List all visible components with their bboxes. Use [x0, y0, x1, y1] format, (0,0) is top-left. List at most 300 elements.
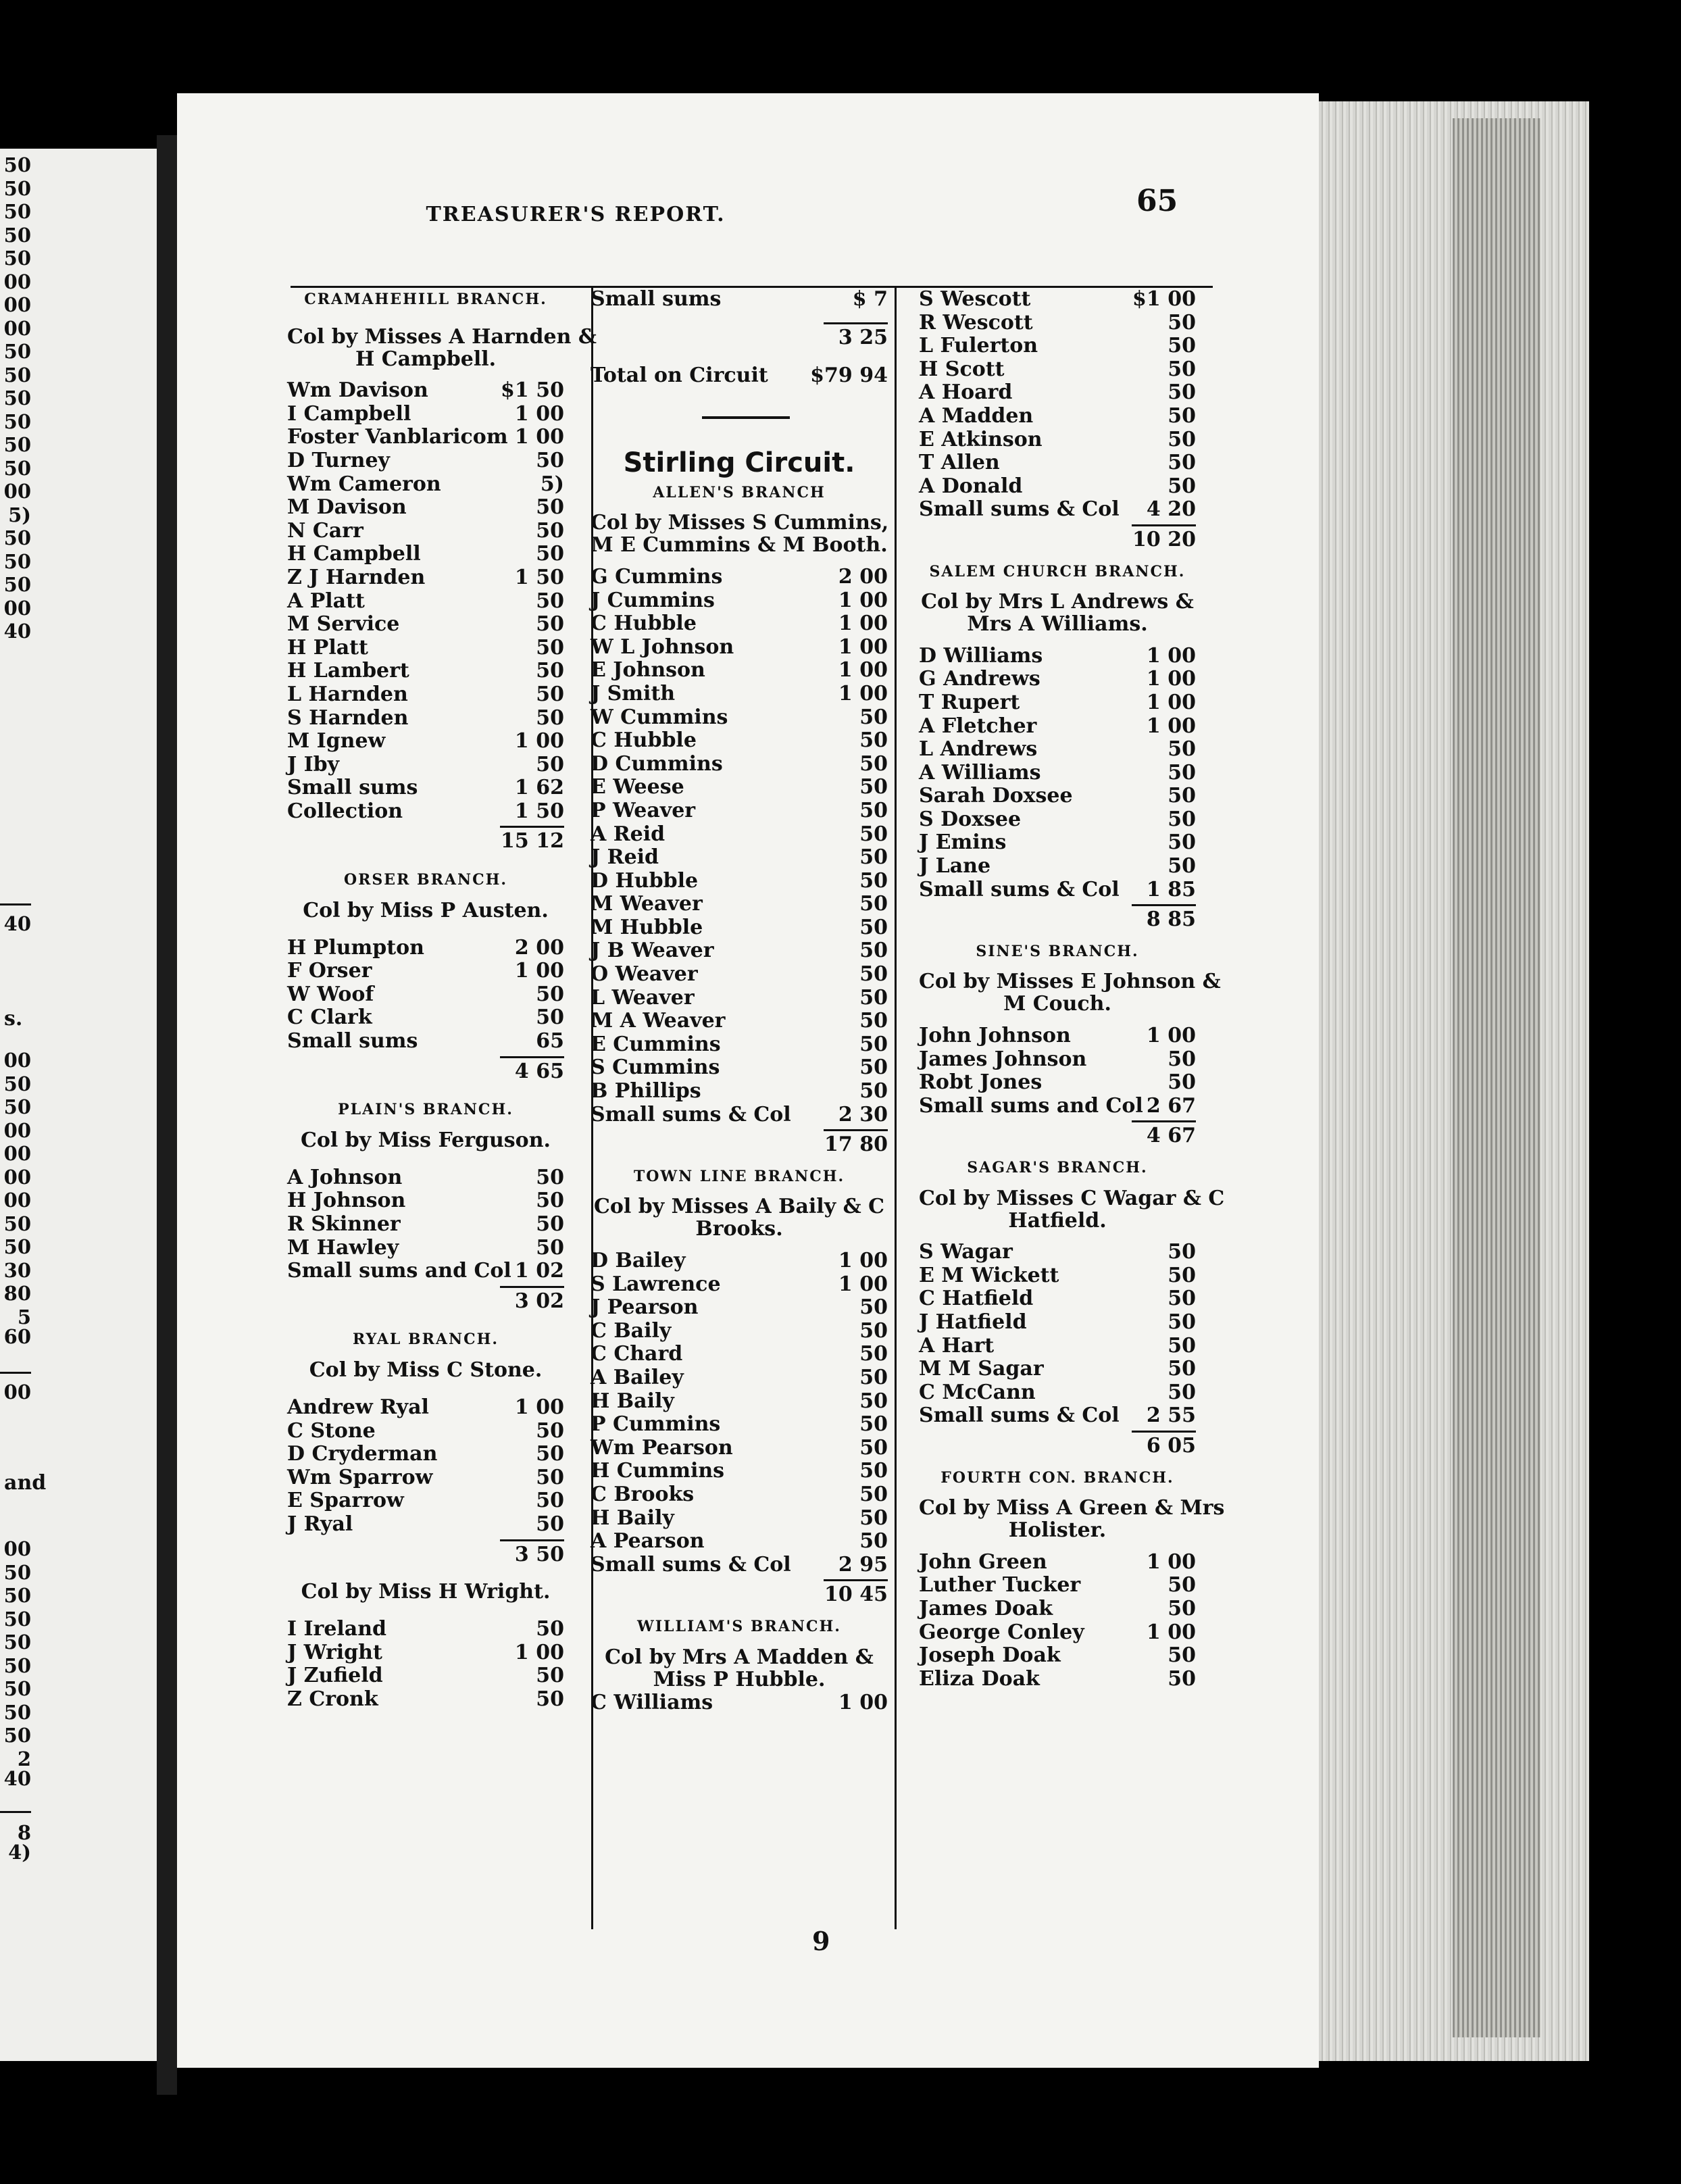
subtotal-row	[287, 1290, 564, 1314]
amount: 1 00	[838, 1691, 888, 1715]
donor-name: C McCann	[919, 1380, 1036, 1404]
cropped-amount: 50	[3, 549, 31, 573]
donor-row	[919, 451, 1196, 475]
donor-name: S Wagar	[919, 1240, 1013, 1264]
amount: 1 00	[838, 588, 888, 612]
cropped-amount: 00	[3, 316, 31, 340]
donor-row	[591, 916, 888, 940]
spacer	[919, 1148, 1196, 1156]
cropped-amount: 50	[3, 1560, 31, 1584]
label-text: Col by Misses E Johnson &	[919, 970, 1221, 994]
donor-row	[919, 808, 1196, 832]
donor-name: Andrew Ryal	[287, 1395, 429, 1419]
donor-name: M Ignew	[287, 729, 386, 753]
amount: 50	[1168, 854, 1196, 878]
donor-row	[591, 364, 888, 388]
donor-row	[287, 1641, 564, 1665]
label-text: SALEM CHURCH BRANCH.	[929, 562, 1186, 580]
subtotal-row	[591, 1133, 888, 1157]
amount: 1 00	[1146, 1620, 1196, 1644]
donor-row	[287, 683, 564, 707]
cropped-amount: 00	[3, 1189, 31, 1212]
cropped-amount: 00	[3, 1118, 31, 1142]
donor-row	[919, 1311, 1196, 1335]
amount: 1 00	[514, 425, 564, 449]
donor-name: C Baily	[591, 1318, 672, 1343]
donor-row	[287, 613, 564, 637]
donor-row	[919, 785, 1196, 808]
amount: 50	[859, 1032, 888, 1056]
donor-name: John Green	[919, 1549, 1047, 1574]
donor-row	[591, 1460, 888, 1483]
amount: 50	[859, 985, 888, 1010]
donor-name: H Cummins	[591, 1459, 725, 1483]
collector-line	[591, 1647, 888, 1668]
branch-heading	[919, 940, 1196, 964]
donor-row	[591, 893, 888, 916]
donor-name: J Wright	[287, 1640, 382, 1664]
donor-name: A Reid	[591, 822, 666, 846]
amount: 15 12	[501, 829, 564, 853]
donor-name: M Service	[287, 612, 400, 637]
label-text: Col by Miss C Stone.	[309, 1358, 543, 1382]
donor-name: J Lane	[919, 854, 991, 878]
running-head: TREASURER'S REPORT.	[426, 203, 726, 226]
amount: 50	[536, 612, 564, 637]
collector-line	[287, 1581, 564, 1603]
donor-name: W Woof	[287, 982, 374, 1006]
cropped-amount: 00	[3, 1049, 31, 1072]
spacer	[287, 1566, 564, 1581]
cropped-amount: 50	[3, 223, 31, 247]
donor-row	[287, 1443, 564, 1466]
amount: 2 00	[838, 564, 888, 589]
amount: 50	[536, 752, 564, 776]
label-text: Col by Miss Ferguson.	[301, 1128, 551, 1152]
cropped-amount: 50	[3, 387, 31, 410]
donor-row	[591, 1320, 888, 1343]
amount: 50	[536, 982, 564, 1006]
donor-row	[287, 1688, 564, 1712]
amount: 10 20	[1132, 527, 1196, 551]
donor-row	[287, 800, 564, 824]
amount: 50	[536, 1235, 564, 1260]
donor-row	[919, 668, 1196, 691]
donor-row	[591, 1530, 888, 1554]
subtotal-row	[919, 908, 1196, 932]
donor-name: Wm Pearson	[591, 1435, 733, 1460]
amount: 1 00	[1146, 1024, 1196, 1048]
page-number: 65	[1136, 184, 1178, 218]
amount: 50	[536, 518, 564, 543]
page	[177, 93, 1319, 2068]
donor-name: E Johnson	[591, 658, 705, 682]
spacer	[287, 312, 564, 326]
donor-name: A Platt	[287, 589, 365, 613]
donor-name: S Wescott	[919, 287, 1031, 311]
label-text: Col by Misses S Cummins,	[591, 511, 889, 535]
donor-name: Small sums & Col	[919, 497, 1120, 522]
amount: 3 25	[838, 325, 888, 349]
donor-row	[591, 706, 888, 730]
spacer	[919, 932, 1196, 940]
column-2	[591, 288, 888, 1715]
donor-name: Small sums	[287, 776, 418, 800]
amount: 50	[536, 1418, 564, 1443]
donor-row	[287, 566, 564, 590]
amount: 4 65	[514, 1059, 564, 1083]
donor-name: Small sums	[287, 1029, 418, 1053]
donor-row	[591, 1080, 888, 1103]
cropped-amount: 00	[3, 596, 31, 620]
donor-name: L Fulerton	[919, 334, 1038, 358]
donor-row	[919, 1597, 1196, 1621]
spacer	[591, 430, 888, 445]
donor-name: G Andrews	[919, 667, 1040, 691]
donor-row	[591, 753, 888, 776]
amount: 50	[1168, 1240, 1196, 1264]
donor-row	[919, 1241, 1196, 1264]
amount: 50	[859, 1295, 888, 1320]
amount: 50	[859, 1342, 888, 1366]
donor-row	[919, 691, 1196, 715]
donor-name: P Cummins	[591, 1412, 721, 1437]
spacer	[287, 1603, 564, 1618]
donor-name: J Pearson	[591, 1295, 699, 1320]
amount: 50	[536, 1489, 564, 1513]
amount: 50	[1168, 357, 1196, 381]
donor-row	[919, 645, 1196, 668]
donor-name: B Phillips	[591, 1079, 701, 1103]
cropped-amount: 50	[3, 1677, 31, 1700]
amount: 50	[859, 1056, 888, 1080]
amount: 50	[859, 1009, 888, 1033]
donor-name: M Hubble	[591, 915, 703, 939]
collector-line	[919, 1186, 1225, 1210]
donor-name: George Conley	[919, 1620, 1084, 1644]
donor-row	[287, 960, 564, 983]
amount: 2 67	[1146, 1093, 1196, 1118]
amount: 1 00	[1146, 667, 1196, 691]
amount: 50	[859, 1506, 888, 1530]
donor-row	[919, 334, 1196, 358]
donor-name: M Davison	[287, 495, 407, 520]
spacer	[287, 1151, 564, 1166]
collector-line	[919, 1519, 1196, 1543]
donor-name: H Johnson	[287, 1189, 406, 1213]
amount: 3 02	[514, 1289, 564, 1313]
subtotal-row	[287, 830, 564, 853]
amount: 8 85	[1146, 908, 1196, 932]
cropped-amount: 50	[3, 1700, 31, 1724]
donor-row	[919, 1095, 1196, 1118]
spacer	[919, 1543, 1196, 1551]
donor-row	[591, 1033, 888, 1057]
amount: 50	[1168, 760, 1196, 785]
donor-row	[591, 1691, 888, 1715]
donor-row	[919, 1358, 1196, 1381]
donor-name: S Lawrence	[591, 1272, 721, 1296]
cropped-rule	[0, 1811, 31, 1813]
cropped-amount: 5)	[8, 503, 31, 526]
collector-line	[287, 324, 597, 349]
donor-name: J Cummins	[591, 588, 715, 612]
cropped-amount: 50	[3, 176, 31, 200]
amount: 2 00	[514, 935, 564, 960]
donor-name: N Carr	[287, 518, 363, 543]
amount: 50	[1168, 807, 1196, 831]
amount: 50	[859, 1412, 888, 1437]
amount: 50	[859, 915, 888, 939]
donor-row	[919, 498, 1196, 522]
subtotal-row	[287, 1060, 564, 1084]
spacer	[591, 388, 888, 403]
donor-name: Collection	[287, 799, 403, 823]
cropped-amount: 50	[3, 410, 31, 433]
donor-name: Small sums and Col	[919, 1093, 1143, 1118]
donor-row	[919, 878, 1196, 902]
amount: $1 00	[1132, 287, 1196, 311]
donor-name: W L Johnson	[591, 635, 734, 659]
donor-name: Eliza Doak	[919, 1666, 1040, 1691]
amount: 50	[859, 1079, 888, 1103]
collector-line	[591, 1196, 888, 1218]
amount: 50	[536, 1617, 564, 1641]
donor-row	[591, 589, 888, 613]
donor-row	[287, 1664, 564, 1688]
donor-row	[591, 1056, 888, 1080]
amount: 50	[859, 868, 888, 893]
branch-heading	[919, 1466, 1196, 1490]
column-divider	[895, 287, 897, 1929]
page-edges-shadow	[1453, 118, 1540, 2037]
amount: 50	[536, 1687, 564, 1711]
donor-name: Foster Vanblaricom	[287, 425, 508, 449]
donor-row	[919, 475, 1196, 499]
amount: 50	[859, 1318, 888, 1343]
amount: 4 20	[1146, 497, 1196, 522]
donor-row	[591, 1366, 888, 1390]
cropped-amount: 50	[3, 573, 31, 596]
donor-name: D Cryderman	[287, 1442, 438, 1466]
amount: 50	[536, 682, 564, 706]
subtotal-row	[591, 1583, 888, 1607]
donor-name: J Emins	[919, 830, 1007, 855]
donor-row	[591, 1483, 888, 1507]
donor-name: A Donald	[919, 474, 1023, 498]
donor-name: A Bailey	[591, 1365, 684, 1389]
spacer	[919, 552, 1196, 560]
amount: 50	[536, 542, 564, 566]
donor-name: A Hart	[919, 1333, 995, 1358]
amount: 50	[859, 775, 888, 799]
collector-line	[591, 1218, 888, 1241]
donor-row	[287, 403, 564, 426]
donor-row	[287, 1489, 564, 1513]
amount: 50	[1168, 1263, 1196, 1287]
amount: 1 00	[838, 681, 888, 705]
subtotal-row	[919, 1435, 1196, 1458]
label-text: PLAIN'S BRANCH.	[338, 1101, 513, 1119]
cropped-amount: 00	[3, 293, 31, 316]
cropped-amount: 50	[3, 1212, 31, 1235]
section-rule	[591, 403, 888, 430]
donor-name: E Cummins	[591, 1032, 721, 1056]
donor-row	[287, 1466, 564, 1490]
branch-heading	[591, 1165, 888, 1189]
cropped-amount: 50	[3, 1724, 31, 1747]
amount: 50	[1168, 380, 1196, 405]
donor-name: A Pearson	[591, 1529, 705, 1554]
donor-row	[287, 449, 564, 473]
subtotal-row	[919, 528, 1196, 552]
donor-row	[919, 1048, 1196, 1072]
cropped-text: and	[4, 1471, 47, 1495]
donor-name: C Hatfield	[919, 1287, 1034, 1311]
donor-row	[287, 1420, 564, 1443]
amount: 1 00	[514, 729, 564, 753]
donor-row	[919, 1621, 1196, 1645]
amount: $ 7	[852, 287, 888, 311]
donor-row	[287, 1237, 564, 1260]
donor-name: D Bailey	[591, 1249, 686, 1272]
donor-row	[591, 1273, 888, 1297]
amount: 50	[859, 751, 888, 776]
donor-row	[591, 870, 888, 893]
cropped-amount: 50	[3, 1095, 31, 1118]
donor-row	[591, 729, 888, 753]
collector-line	[919, 591, 1196, 613]
donor-name: J Reid	[591, 845, 659, 870]
amount: 50	[536, 1664, 564, 1688]
donor-row	[287, 660, 564, 683]
donor-name: Wm Cameron	[287, 472, 441, 496]
donor-name: W Cummins	[591, 705, 728, 729]
amount: 1 00	[1146, 690, 1196, 714]
donor-row	[591, 776, 888, 799]
label-text: Miss P Hubble.	[653, 1667, 826, 1691]
donor-name: John Johnson	[919, 1024, 1071, 1048]
branch-heading	[591, 1615, 888, 1639]
donor-row	[287, 1189, 564, 1213]
donor-name: E Atkinson	[919, 427, 1043, 451]
cropped-rule	[0, 903, 31, 905]
donor-row	[919, 1644, 1196, 1668]
donor-row	[287, 1513, 564, 1537]
subtotal-row	[591, 326, 888, 350]
cropped-text: s.	[4, 1007, 23, 1031]
donor-row	[287, 426, 564, 449]
amount: 1 00	[514, 1640, 564, 1664]
donor-name: L Andrews	[919, 737, 1038, 762]
label-text: Col by Mrs A Madden &	[605, 1645, 874, 1669]
amount: 50	[536, 1442, 564, 1466]
donor-name: A Madden	[919, 403, 1034, 428]
cropped-amount: 50	[3, 456, 31, 480]
amount: 5)	[540, 472, 564, 496]
circuit-heading	[591, 445, 888, 481]
donor-row	[919, 1024, 1196, 1048]
label-text: Col by Miss H Wright.	[301, 1580, 551, 1604]
donor-name: T Allen	[919, 451, 1000, 475]
donor-name: Small sums & Col	[591, 1552, 791, 1577]
amount: 1 00	[1146, 643, 1196, 668]
branch-heading	[287, 288, 564, 312]
donor-name: I Campbell	[287, 401, 411, 426]
donor-name: Z Cronk	[287, 1687, 378, 1711]
amount: 50	[1168, 1666, 1196, 1691]
amount: 50	[1168, 830, 1196, 855]
amount: 50	[1168, 1357, 1196, 1381]
donor-name: Sarah Doxsee	[919, 784, 1073, 808]
cropped-amount: 40	[3, 912, 31, 935]
collector-line	[919, 613, 1196, 637]
amount: 1 00	[838, 612, 888, 636]
donor-name: M Hawley	[287, 1235, 399, 1260]
label-text: FOURTH CON. BRANCH.	[940, 1468, 1174, 1487]
amount: 50	[1168, 1596, 1196, 1620]
donor-name: S Cummins	[591, 1056, 720, 1080]
donor-name: M Weaver	[591, 892, 703, 916]
amount: 1 00	[514, 401, 564, 426]
cropped-amount: 50	[3, 1631, 31, 1654]
branch-heading	[287, 1328, 564, 1351]
spacer	[287, 1381, 564, 1396]
amount: 1 50	[514, 799, 564, 823]
donor-row	[591, 823, 888, 847]
donor-row	[591, 636, 888, 660]
donor-row	[919, 312, 1196, 335]
donor-row	[919, 405, 1196, 428]
collector-line	[919, 1496, 1225, 1520]
donor-row	[287, 379, 564, 403]
donor-name: S Harnden	[287, 705, 409, 730]
amount: 50	[859, 1482, 888, 1506]
label-text: WILLIAM'S BRANCH.	[637, 1617, 841, 1635]
cropped-amount: 00	[3, 480, 31, 503]
donor-name: F Orser	[287, 959, 372, 983]
donor-name: A Hoard	[919, 380, 1013, 405]
label-text: Col by Misses A Harnden &	[287, 324, 597, 349]
donor-row	[919, 1668, 1196, 1691]
donor-row	[591, 1010, 888, 1033]
cropped-amount: 50	[3, 340, 31, 363]
donor-name: O Weaver	[591, 962, 698, 987]
amount: 50	[859, 798, 888, 822]
donor-row	[919, 381, 1196, 405]
donor-row	[591, 799, 888, 823]
amount: 50	[536, 1512, 564, 1536]
donor-name: H Platt	[287, 635, 368, 660]
column-3	[919, 287, 1225, 1691]
donor-name: J Iby	[287, 752, 340, 776]
donor-row	[287, 730, 564, 753]
donor-name: C Brooks	[591, 1482, 695, 1506]
donor-name: E Sparrow	[287, 1489, 404, 1513]
amount: 50	[1168, 1310, 1196, 1334]
donor-name: Wm Sparrow	[287, 1465, 433, 1489]
donor-row	[591, 963, 888, 987]
label-text: ORSER BRANCH.	[343, 871, 508, 889]
cropped-amount: 50	[3, 1584, 31, 1607]
donor-name: D Hubble	[591, 868, 699, 893]
donor-row	[919, 428, 1196, 452]
donor-name: S Doxsee	[919, 807, 1022, 831]
amount: 50	[859, 892, 888, 916]
cropped-amount: 50	[3, 1654, 31, 1677]
donor-name: D Cummins	[591, 751, 723, 776]
label-text: ALLEN'S BRANCH	[653, 483, 826, 501]
